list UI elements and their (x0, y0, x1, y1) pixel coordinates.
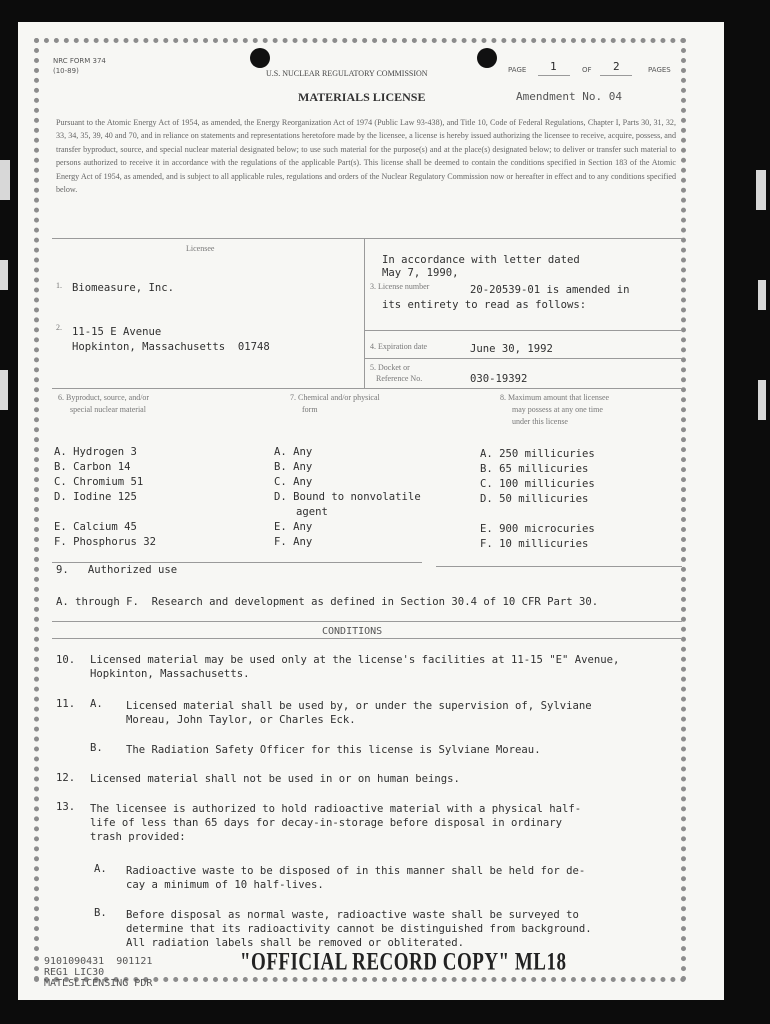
amount-item: E. 900 microcuries (480, 523, 595, 535)
condition-subitem-mark: A. (94, 863, 107, 875)
agency-name: U.S. NUCLEAR REGULATORY COMMISSION (266, 69, 428, 78)
address-line-1: 11-15 E Avenue (72, 326, 162, 338)
scan-edge-mark (758, 380, 766, 420)
page-label: PAGE (508, 66, 527, 74)
amount-item: B. 65 millicuries (480, 463, 589, 475)
divider (364, 358, 682, 359)
condition-text: cay a minimum of 10 half-lives. (126, 879, 324, 891)
conditions-heading: CONDITIONS (322, 626, 383, 637)
page-number: 1 (550, 60, 557, 73)
page-total-underline (600, 75, 632, 76)
condition-text: Radioactive waste to be disposed of in this manner shall be held for de- (126, 865, 586, 877)
condition-number: 10. (56, 654, 76, 666)
condition-text: Moreau, John Taylor, or Charles Eck. (126, 714, 356, 726)
divider (364, 238, 365, 388)
condition-subitem-mark: A. (90, 698, 103, 710)
license-number: 20-20539-01 is amended in (470, 284, 630, 296)
docket-label-1: 5. Docket or (370, 363, 410, 372)
page-number-underline (538, 75, 570, 76)
document-title: MATERIALS LICENSE (298, 90, 426, 104)
license-number-label: 3. License number (370, 282, 430, 291)
letter-line-1: In accordance with letter dated (382, 254, 580, 266)
condition-text: All radiation labels shall be removed or obliterated. (126, 937, 465, 949)
pages-label: PAGES (648, 66, 671, 74)
page-total: 2 (613, 60, 620, 73)
col8-header-2: may possess at any one time (512, 405, 603, 414)
divider (52, 388, 682, 389)
material-item: D. Iodine 125 (54, 491, 137, 503)
condition-subitem-mark: B. (90, 742, 103, 754)
divider (436, 566, 682, 567)
divider (52, 621, 682, 622)
item-2-number: 2. (56, 323, 62, 332)
official-record-stamp: "OFFICIAL RECORD COPY" ML18 (240, 948, 567, 977)
of-label: OF (582, 66, 592, 74)
col7-header-2: form (302, 405, 318, 414)
docket-number: 030-19392 (470, 373, 528, 385)
scan-edge-mark (756, 170, 766, 210)
form-item: E. Any (274, 521, 313, 533)
col8-header-1: 8. Maximum amount that licensee (500, 393, 610, 402)
amount-item: D. 50 millicuries (480, 493, 589, 505)
form-item-continued: agent (296, 506, 328, 518)
divider (364, 330, 682, 331)
condition-text: The Radiation Safety Officer for this license is Sylviane Moreau. (126, 744, 541, 756)
condition-text: Licensed material shall not be used in or on human beings. (90, 773, 460, 785)
docket-label-2: Reference No. (376, 374, 423, 383)
punch-hole (477, 48, 497, 68)
condition-number: 11. (56, 698, 76, 710)
col6-header-2: special nuclear material (70, 405, 146, 414)
intro-paragraph: Pursuant to the Atomic Energy Act of 1954, as amended, the Energy Reorganization Act of 1974 (Public Law 93-438), and Title 10, Code of Federal Regulations, Chapter I, Parts 30, 31, 32, 33, 34, 35, 39, 40 and 70, and in reliance on statements and representations heretofore made by the licensee, a license is hereby issued authorizing the licensee to receive, acquire, possess, and transfer byproduct, source, and special nuclear material designated below; to use such material for the purpose(s) and at the place(s) designated below; to deliver or transfer such material to persons authorized to receive it in accordance with the regulations of the applicable Part(s). This license shall be deemed to contain the conditions specified in Section 183 of the Atomic Energy Act of 1954, as amended, and is subject to all applicable rules, regulations and orders of the Nuclear Regulatory Commission now or hereafter in effect and to any conditions specified below. (56, 118, 676, 195)
col6-header-1: 6. Byproduct, source, and/or (58, 393, 150, 402)
expiration-label: 4. Expiration date (370, 342, 428, 351)
amount-item: F. 10 millicuries (480, 538, 589, 550)
col8-header-3: under this license (512, 417, 568, 426)
form-number: NRC FORM 374 (53, 57, 106, 65)
condition-text: Before disposal as normal waste, radioactive waste shall be surveyed to (126, 909, 579, 921)
divider (52, 638, 682, 639)
amend-line-2: its entirety to read as follows: (382, 299, 587, 311)
document-code-line-3: MATLSLICENSING PDR (44, 978, 153, 989)
condition-subitem-mark: B. (94, 907, 107, 919)
condition-number: 13. (56, 801, 76, 813)
form-item: A. Any (274, 446, 313, 458)
form-item: C. Any (274, 476, 313, 488)
material-item: C. Chromium 51 (54, 476, 144, 488)
condition-text: Licensed material shall be used by, or under the supervision of, Sylviane (126, 700, 592, 712)
scan-edge-mark (0, 160, 10, 200)
form-item: B. Any (274, 461, 313, 473)
authorized-use-text: A. through F. Research and development as defined in Section 30.4 of 10 CFR Part 30. (56, 596, 599, 608)
divider (52, 238, 682, 239)
document-code-line-2: REG1 LIC30 (44, 967, 105, 978)
condition-text: life of less than 65 days for decay-in-storage before disposal in ordinary (90, 817, 562, 829)
condition-text: Hopkinton, Massachusetts. (90, 668, 250, 680)
amount-item: A. 250 millicuries (480, 448, 595, 460)
punch-hole (250, 48, 270, 68)
letter-line-2: May 7, 1990, (382, 267, 459, 279)
material-item: F. Phosphorus 32 (54, 536, 157, 548)
amendment-number: Amendment No. 04 (516, 90, 622, 103)
licensee-name: Biomeasure, Inc. (72, 282, 175, 294)
form-item: D. Bound to nonvolatile (274, 491, 421, 503)
condition-number: 12. (56, 772, 76, 784)
document-code-line-1: 9101090431 901121 (44, 956, 153, 967)
material-item: E. Calcium 45 (54, 521, 137, 533)
scan-edge-mark (0, 260, 8, 290)
col7-header-1: 7. Chemical and/or physical (290, 393, 380, 402)
amount-item: C. 100 millicuries (480, 478, 595, 490)
form-item: F. Any (274, 536, 313, 548)
item-1-number: 1. (56, 281, 62, 290)
scan-edge-mark (758, 280, 766, 310)
authorized-use-label: 9. Authorized use (56, 564, 178, 576)
licensee-heading: Licensee (186, 244, 215, 253)
expiration-date: June 30, 1992 (470, 343, 553, 355)
scan-edge-mark (0, 370, 8, 410)
material-item: A. Hydrogen 3 (54, 446, 137, 458)
form-date: (10-89) (53, 67, 79, 75)
condition-text: determine that its radioactivity cannot be distinguished from background. (126, 923, 592, 935)
condition-text: The licensee is authorized to hold radioactive material with a physical half- (90, 803, 582, 815)
material-item: B. Carbon 14 (54, 461, 131, 473)
condition-text: trash provided: (90, 831, 186, 843)
condition-text: Licensed material may be used only at the license's facilities at 11-15 "E" Avenue, (90, 654, 620, 666)
address-line-2: Hopkinton, Massachusetts 01748 (72, 341, 270, 353)
